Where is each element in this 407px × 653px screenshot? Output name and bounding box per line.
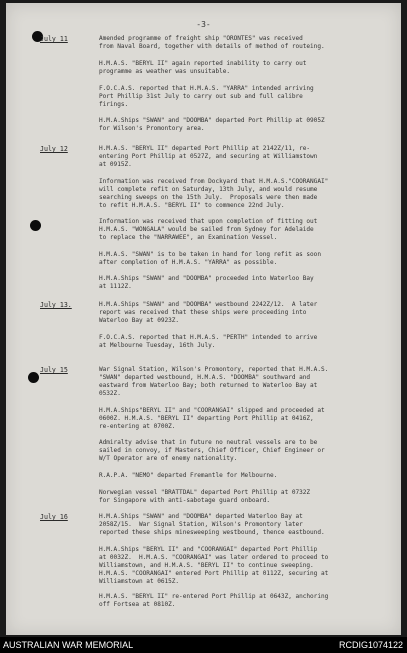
page-number: -3-: [196, 20, 211, 29]
punch-hole-bottom: [28, 372, 39, 383]
entry-date: July 16: [40, 513, 68, 521]
entry-paragraph: F.O.C.A.S. reported that H.M.A.S. "PERTH" intended to arrive at Melbourne Tuesday, 16th July.: [99, 334, 318, 350]
entry-paragraph: H.M.A.Ships "SWAN" and "DOOMBA" departed Waterloo Bay at 2058Z/15. War Signal Station, Wilson's Promontory later reported these ships minesweeping westbound, thence eastbound.: [99, 513, 325, 537]
entry-paragraph: Information was received from Dockyard that H.M.A.S."COORANGAI" will complete refit on Saturday, 13th July, and would resume searching sweeps on the 15th July. Proposals were then made to refit H.M.A.S. "BERYL II" to commence 22nd July.: [99, 178, 329, 210]
entry-paragraph: Norwegian vessel "BRATTDAL" departed Port Phillip at 0732Z for Singapore with anti-sabotage guard onboard.: [99, 489, 311, 505]
entry-paragraph: H.M.A.S. "BERYL II" departed Port Phillip at 2142Z/11, re- entering Port Phillip at 0527Z, and securing at Williamstown at 0915Z.: [99, 145, 318, 169]
entry-date: July 13.: [40, 301, 72, 309]
entry-date: July 12: [40, 145, 68, 153]
entry-paragraph: War Signal Station, Wilson's Promontory, reported that H.M.A.S. "SWAN" departed westbound, H.M.A.S. "DOOMBA" southward and eastward from Waterloo Bay; both returned to Waterloo Bay at 0532Z.: [99, 366, 329, 398]
footer-institution: AUSTRALIAN WAR MEMORIAL: [3, 640, 134, 650]
footer-record-id: RCDIG1074122: [338, 640, 403, 650]
entry-paragraph: Admiralty advise that in future no neutral vessels are to be sailed in convoy, if Masters, Chief Officer, Chief Engineer or W/T Operator are of enemy nationality.: [99, 439, 325, 463]
entry-paragraph: H.M.A.Ships "SWAN" and "DOOMBA" proceeded into Waterloo Bay at 1112Z.: [99, 275, 314, 291]
entry-paragraph: H.M.A.S. "SWAN" is to be taken in hand for long refit as soon after completion of H.M.A.S. "YARRA" as possible.: [99, 251, 321, 267]
entry-paragraph: H.M.A.Ships "SWAN" and "DOOMBA" departed Port Phillip at 0905Z for Wilson's Promontory area.: [99, 117, 325, 133]
entry-paragraph: H.M.A.Ships "BERYL II" and "COORANGAI" departed Port Phillip at 0032Z. H.M.A.S. "COORANGAI" was later ordered to proceed to Williamstown, and H.M.A.S. "BERYL II" to continue sweeping. H.M.A.S. "COORANGAI" entered Port Phillip at 0112Z, securing at Williamstown at 0615Z.: [99, 546, 329, 586]
entry-paragraph: H.M.A.S. "BERYL II" again reported inability to carry out programme as weather was unsuitable.: [99, 60, 307, 76]
entry-paragraph: Amended programme of freight ship "ORONTES" was received from Naval Board, together with details of method of routeing.: [99, 35, 325, 51]
entry-paragraph: R.A.P.A. "NEMO" departed Fremantle for Melbourne.: [99, 472, 278, 479]
punch-hole-middle: [30, 220, 41, 231]
entry-paragraph: H.M.A.Ships"BERYL II" and "COORANGAI" slipped and proceeded at 0600Z. H.M.A.S. "BERYL II" departing Port Phillip at 0416Z, re-entering at 0700Z.: [99, 407, 325, 431]
document-page: [6, 3, 401, 635]
entry-paragraph: H.M.A.Ships "SWAN" and "DOOMBA" westbound 2242Z/12. A later report was received that these ships were proceeding into Waterloo Bay at 0923Z.: [99, 301, 318, 325]
entry-paragraph: H.M.A.S. "BERYL II" re-entered Port Phillip at 0643Z, anchoring off Fortsea at 0810Z.: [99, 593, 329, 609]
entry-paragraph: F.O.C.A.S. reported that H.M.A.S. "YARRA" intended arriving Port Phillip 31st July to carry out sub and full calibre firings.: [99, 85, 314, 109]
entry-paragraph: Information was received that upon completion of fitting out H.M.A.S. "WONGALA" would be sailed from Sydney for Adelaide to replace the "NARRAWEE", an Examination Vessel.: [99, 218, 318, 242]
entry-date: July 15: [40, 366, 68, 374]
archive-footer: [0, 637, 407, 653]
entry-date: July 11: [40, 35, 68, 43]
